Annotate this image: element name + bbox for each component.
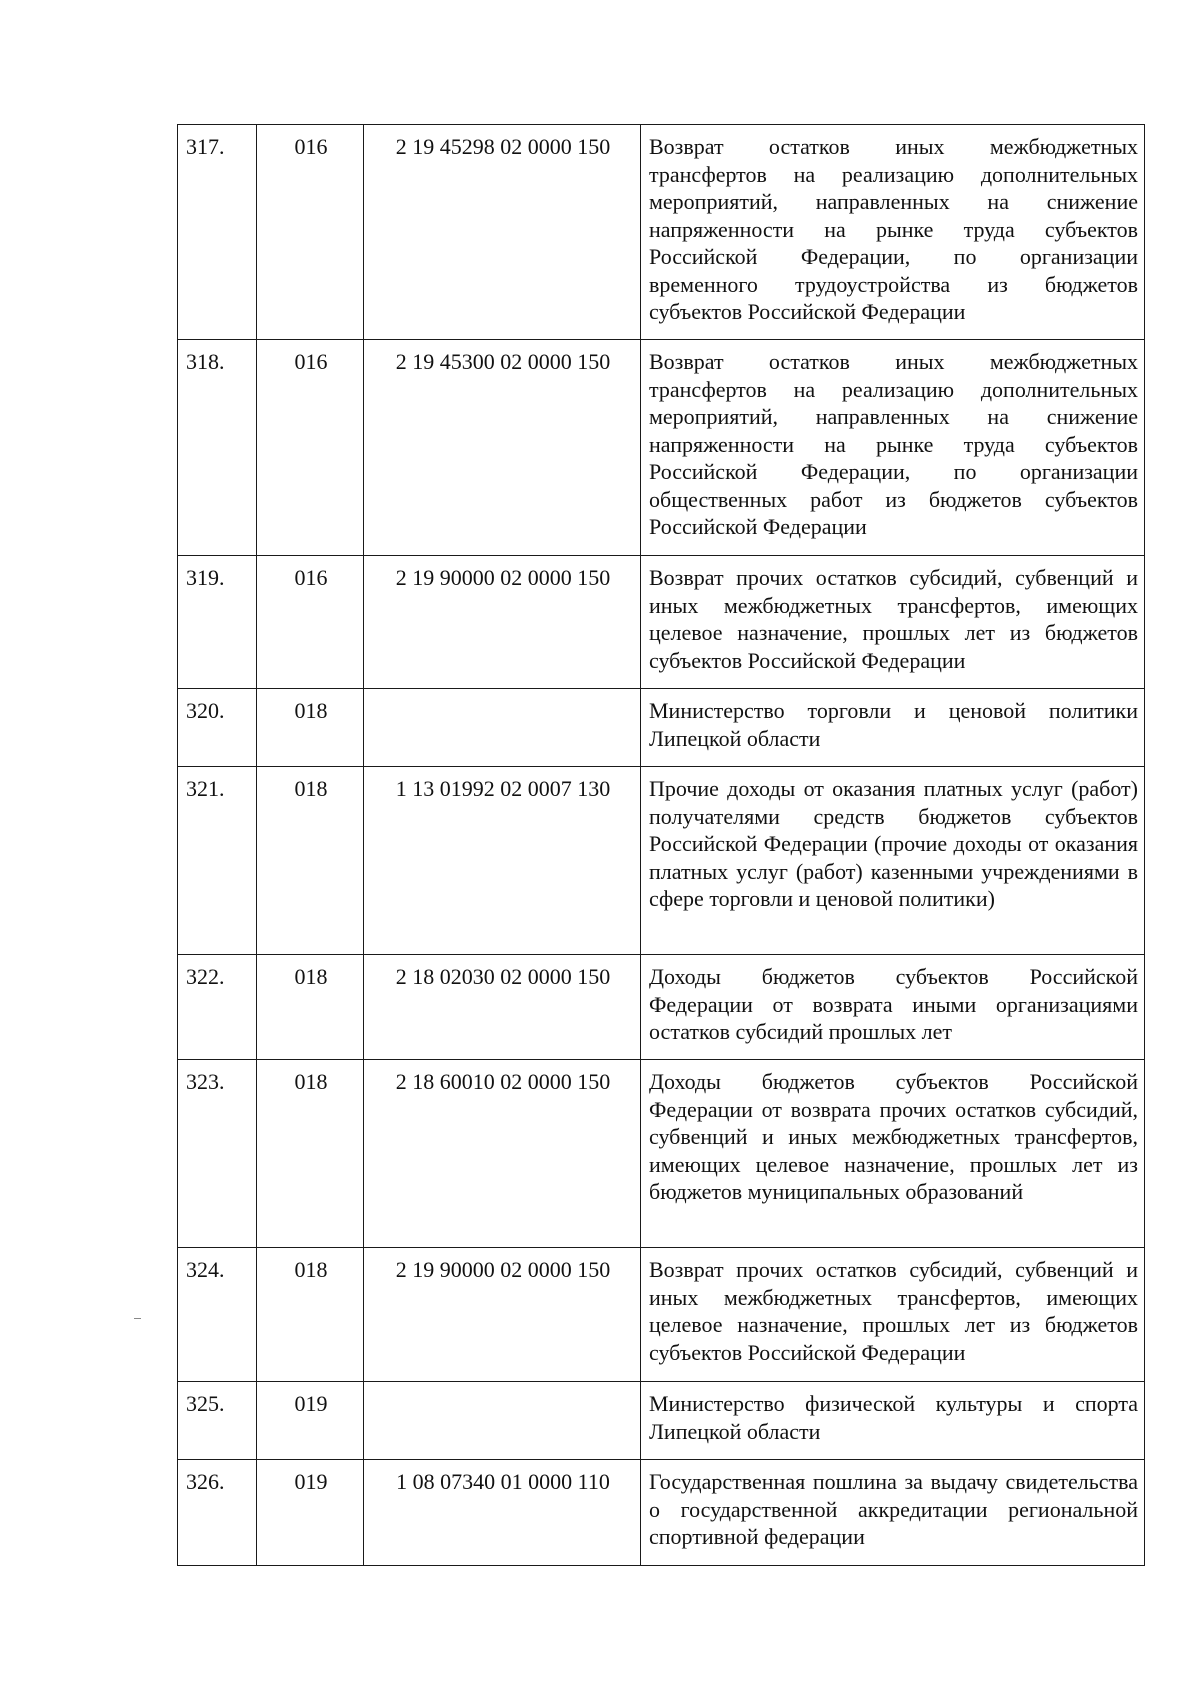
budget-classification-code: 1 08 07340 01 0000 110 (364, 1460, 641, 1566)
budget-classification-code: 2 19 90000 02 0000 150 (364, 556, 641, 689)
row-number: 326. (178, 1460, 257, 1566)
table-row (178, 767, 1145, 955)
revenue-description: Прочие доходы от оказания платных услуг (работ) получателями средств бюджетов субъектов Российской Федерации (прочие доходы от оказания платных услуг (работ) казенными учреждениями в сфере торговли и ценовой политики) (641, 767, 1145, 955)
row-number: 319. (178, 556, 257, 689)
administrator-code: 019 (257, 1460, 364, 1566)
administrator-code: 016 (257, 556, 364, 689)
administrator-code: 016 (257, 340, 364, 556)
revenue-description: Возврат остатков иных межбюджетных трансфертов на реализацию дополнительных мероприятий, направленных на снижение напряженности на рынке труда субъектов Российской Федерации, по организации общественных работ из бюджетов субъектов Российской Федерации (641, 340, 1145, 556)
administrator-code: 018 (257, 955, 364, 1060)
row-number: 324. (178, 1248, 257, 1382)
table-row (178, 125, 1145, 340)
revenue-description: Возврат прочих остатков субсидий, субвенций и иных межбюджетных трансфертов, имеющих целевое назначение, прошлых лет из бюджетов субъектов Российской Федерации (641, 1248, 1145, 1382)
table-row (178, 1248, 1145, 1382)
revenue-description: Министерство физической культуры и спорта Липецкой области (641, 1382, 1145, 1460)
table-row (178, 1060, 1145, 1248)
row-number: 320. (178, 689, 257, 767)
table-row (178, 340, 1145, 556)
table-row (178, 1382, 1145, 1460)
budget-revenue-table (177, 124, 1145, 1566)
row-number: 323. (178, 1060, 257, 1248)
administrator-code: 018 (257, 689, 364, 767)
budget-classification-code: 2 19 45298 02 0000 150 (364, 125, 641, 340)
row-number: 318. (178, 340, 257, 556)
budget-classification-code: 2 19 45300 02 0000 150 (364, 340, 641, 556)
row-number: 325. (178, 1382, 257, 1460)
administrator-code: 016 (257, 125, 364, 340)
budget-classification-code (364, 1382, 641, 1460)
administrator-code: 019 (257, 1382, 364, 1460)
budget-classification-code: 2 18 02030 02 0000 150 (364, 955, 641, 1060)
budget-classification-code: 2 19 90000 02 0000 150 (364, 1248, 641, 1382)
budget-classification-code: 1 13 01992 02 0007 130 (364, 767, 641, 955)
table-row (178, 955, 1145, 1060)
revenue-description: Доходы бюджетов субъектов Российской Федерации от возврата иными организациями остатков субсидий прошлых лет (641, 955, 1145, 1060)
scan-speck (134, 1318, 141, 1319)
row-number: 317. (178, 125, 257, 340)
revenue-description: Доходы бюджетов субъектов Российской Федерации от возврата прочих остатков субсидий, субвенций и иных межбюджетных трансфертов, имеющих целевое назначение, прошлых лет из бюджетов муниципальных образований (641, 1060, 1145, 1248)
revenue-description: Возврат прочих остатков субсидий, субвенций и иных межбюджетных трансфертов, имеющих целевое назначение, прошлых лет из бюджетов субъектов Российской Федерации (641, 556, 1145, 689)
administrator-code: 018 (257, 767, 364, 955)
table-row (178, 556, 1145, 689)
row-number: 321. (178, 767, 257, 955)
revenue-description: Министерство торговли и ценовой политики Липецкой области (641, 689, 1145, 767)
budget-classification-code: 2 18 60010 02 0000 150 (364, 1060, 641, 1248)
revenue-description: Государственная пошлина за выдачу свидетельства о государственной аккредитации региональной спортивной федерации (641, 1460, 1145, 1566)
table-row (178, 1460, 1145, 1566)
revenue-description: Возврат остатков иных межбюджетных трансфертов на реализацию дополнительных мероприятий, направленных на снижение напряженности на рынке труда субъектов Российской Федерации, по организации временного трудоустройства из бюджетов субъектов Российской Федерации (641, 125, 1145, 340)
administrator-code: 018 (257, 1060, 364, 1248)
budget-classification-code (364, 689, 641, 767)
administrator-code: 018 (257, 1248, 364, 1382)
row-number: 322. (178, 955, 257, 1060)
table-row (178, 689, 1145, 767)
